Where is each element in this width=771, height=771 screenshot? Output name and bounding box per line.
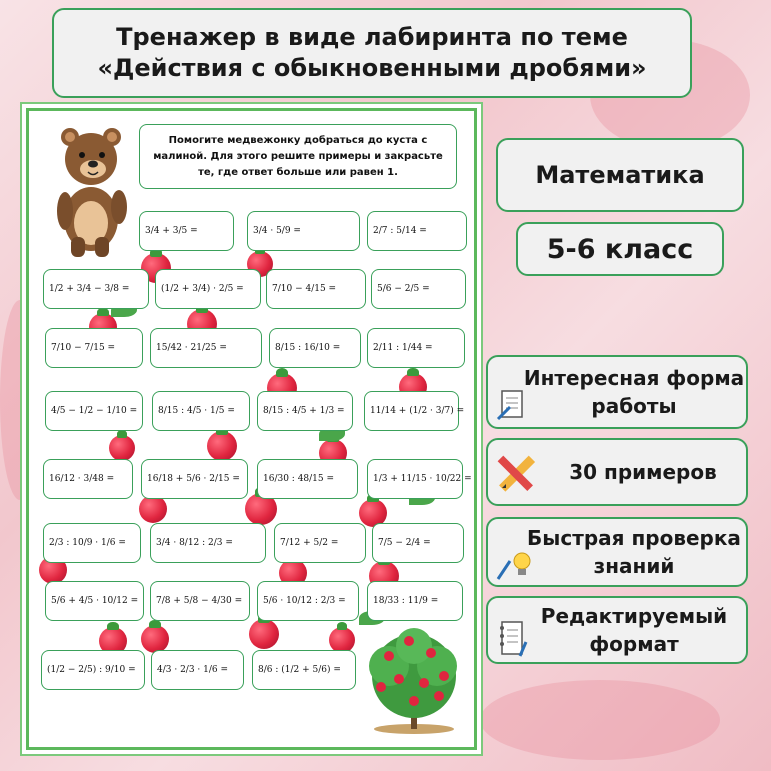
example-8[interactable] [45, 328, 143, 368]
example-20[interactable] [43, 523, 141, 563]
background-blob [480, 680, 720, 760]
example-7[interactable] [371, 269, 466, 309]
title-line-1: Тренажер в виде лабиринта по теме [116, 23, 628, 51]
example-text: 8/6 : (1/2 + 5/6) = [258, 665, 341, 675]
example-text: 11/14 + (1/2 · 3/7) = [370, 406, 465, 416]
example-text: 2/3 : 10/9 · 1/6 = [49, 538, 126, 548]
notebook-icon [496, 620, 528, 658]
example-28[interactable] [41, 650, 145, 690]
example-text: 18/33 : 11/9 = [373, 596, 439, 606]
example-text: 7/10 − 4/15 = [272, 284, 337, 294]
subject-label [496, 138, 744, 212]
example-5[interactable] [155, 269, 261, 309]
example-19[interactable] [367, 459, 472, 499]
raspberry-icon [139, 495, 167, 523]
example-text: 2/11 : 1/44 = [373, 343, 433, 353]
example-18[interactable] [257, 459, 358, 499]
example-1[interactable] [139, 211, 234, 251]
page-title [52, 8, 692, 98]
raspberry-icon [109, 435, 135, 461]
pencil-ruler-icon [496, 454, 536, 494]
example-text: 8/15 : 4/5 + 1/3 = [263, 406, 345, 416]
example-17[interactable] [141, 459, 248, 499]
example-text: 5/6 · 10/12 : 2/3 = [263, 596, 346, 606]
feature-text: Быстрая проверка знаний [527, 526, 741, 578]
example-text: 1/2 + 3/4 − 3/8 = [49, 284, 130, 294]
example-text: 7/12 + 5/2 = [280, 538, 339, 548]
example-14[interactable] [257, 391, 353, 431]
grade-label [516, 222, 724, 276]
example-text: 16/12 · 3/48 = [49, 474, 115, 484]
example-21[interactable] [150, 523, 266, 563]
example-text: 3/4 · 5/9 = [253, 226, 301, 236]
example-4[interactable] [43, 269, 149, 309]
feature-text: 30 примеров [569, 460, 717, 484]
example-text: 3/4 · 8/12 : 2/3 = [156, 538, 233, 548]
example-text: 5/6 − 2/5 = [377, 284, 430, 294]
example-text: 5/6 + 4/5 · 10/12 = [51, 596, 139, 606]
instructions-text: Помогите медвежонку добраться до куста с малиной. Для этого решите примеры и закрасьте те, где ответ больше или равен 1. [139, 124, 457, 189]
example-26[interactable] [257, 581, 359, 621]
example-text: 7/10 − 7/15 = [51, 343, 116, 353]
example-text: 15/42 · 21/25 = [156, 343, 227, 353]
example-25[interactable] [150, 581, 250, 621]
example-3[interactable] [367, 211, 467, 251]
title-line-2: «Действия с обыкновенными дробями» [97, 54, 647, 82]
example-23[interactable] [372, 523, 464, 563]
subject-text: Математика [535, 161, 705, 189]
raspberry-icon [207, 431, 237, 461]
example-16[interactable] [43, 459, 133, 499]
example-11[interactable] [367, 328, 465, 368]
example-10[interactable] [269, 328, 361, 368]
example-text: (1/2 + 3/4) · 2/5 = [161, 284, 244, 294]
example-text: 8/15 : 16/10 = [275, 343, 341, 353]
lightbulb-icon [496, 547, 532, 581]
raspberry-icon [141, 625, 169, 653]
example-22[interactable] [274, 523, 366, 563]
example-text: 4/5 − 1/2 − 1/10 = [51, 406, 138, 416]
example-text: 7/5 − 2/4 = [378, 538, 431, 548]
example-13[interactable] [152, 391, 250, 431]
feature-card [486, 517, 748, 587]
worksheet-preview [26, 108, 477, 750]
grade-text: 5-6 класс [546, 233, 694, 265]
feature-card [486, 596, 748, 664]
raspberry-bush-icon [359, 621, 469, 736]
example-24[interactable] [45, 581, 144, 621]
example-text: 7/8 + 5/8 − 4/30 = [156, 596, 243, 606]
example-15[interactable] [364, 391, 465, 431]
example-9[interactable] [150, 328, 262, 368]
example-text: 2/7 : 5/14 = [373, 226, 427, 236]
feature-card [486, 355, 748, 429]
example-text: 1/3 + 11/15 · 10/22 = [373, 474, 472, 484]
example-2[interactable] [247, 211, 360, 251]
example-29[interactable] [151, 650, 244, 690]
example-text: 8/15 : 4/5 · 1/5 = [158, 406, 235, 416]
worksheet-icon [496, 389, 524, 421]
example-30[interactable] [252, 650, 356, 690]
example-text: (1/2 − 2/5) : 9/10 = [47, 665, 136, 675]
example-27[interactable] [367, 581, 463, 621]
example-text: 16/18 + 5/6 · 2/15 = [147, 474, 240, 484]
example-text: 16/30 : 48/15 = [263, 474, 335, 484]
example-6[interactable] [266, 269, 366, 309]
example-text: 4/3 · 2/3 · 1/6 = [157, 665, 229, 675]
feature-text: Редактируемый формат [540, 604, 728, 656]
feature-card [486, 438, 748, 506]
raspberry-icon [249, 619, 279, 649]
example-text: 3/4 + 3/5 = [145, 226, 198, 236]
bear-icon [45, 119, 135, 261]
example-12[interactable] [45, 391, 143, 431]
feature-text: Интересная форма работы [523, 366, 745, 418]
